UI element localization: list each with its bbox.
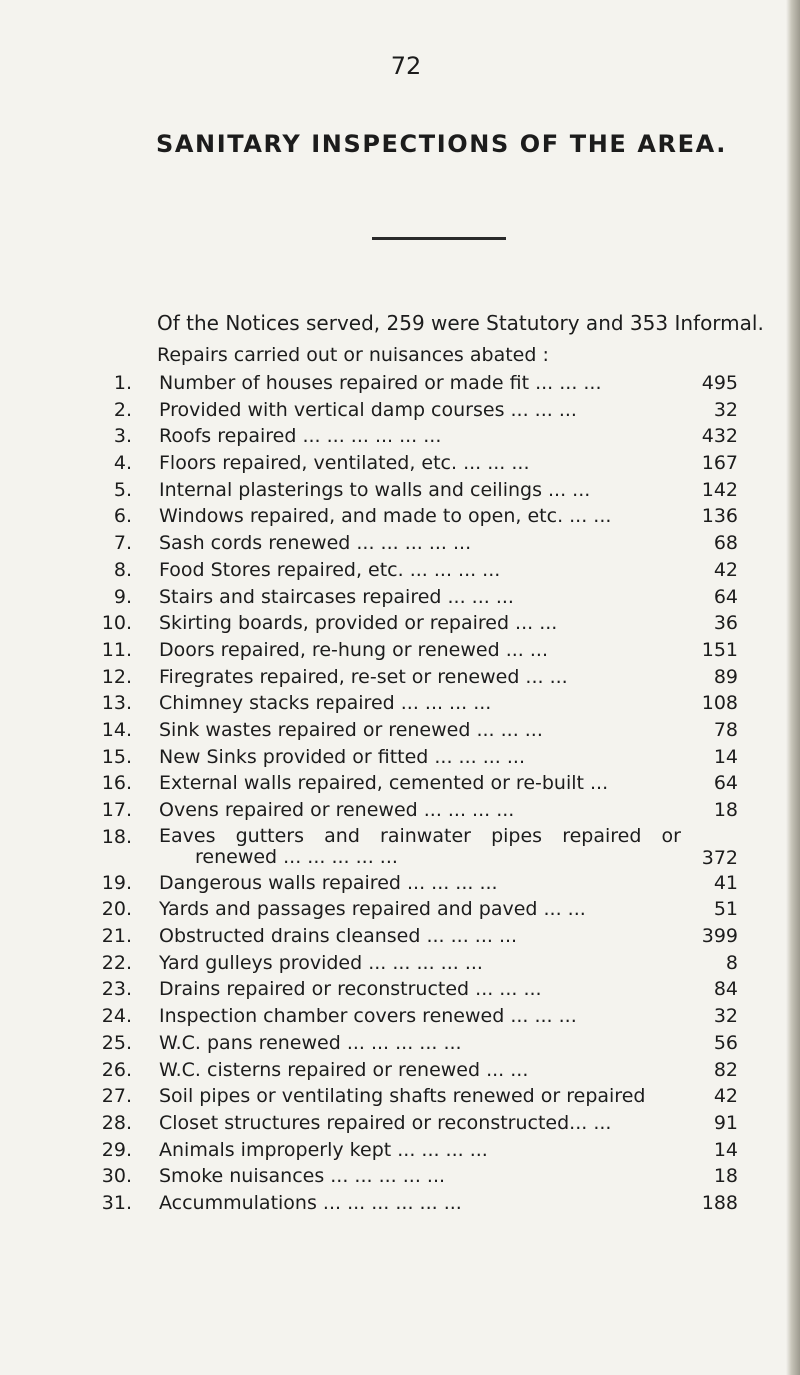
item-label	[159, 826, 681, 868]
item-value: 8	[725, 951, 738, 974]
item-number: 21.	[101, 925, 132, 948]
item-number: 25.	[101, 1031, 132, 1054]
page-number: 72	[390, 52, 422, 80]
repairs-list	[0, 372, 800, 1219]
item-number: 6.	[113, 505, 132, 528]
item-label: External walls repaired, cemented or re-built ...	[159, 772, 609, 795]
item-value: 108	[701, 692, 738, 715]
list-item	[0, 612, 800, 639]
list-item	[0, 532, 800, 559]
item-number: 5.	[113, 478, 132, 501]
item-value: 42	[713, 1085, 738, 1108]
item-number: 7.	[113, 532, 132, 555]
item-number: 29.	[101, 1138, 132, 1161]
item-number: 18.	[101, 825, 132, 848]
item-value: 56	[713, 1031, 738, 1054]
item-label: New Sinks provided or fitted ... ... ... ...	[159, 745, 525, 768]
item-number: 10.	[101, 612, 132, 635]
list-item	[0, 925, 800, 952]
item-number: 8.	[113, 558, 132, 581]
list-item	[0, 1139, 800, 1166]
item-value: 89	[713, 665, 738, 688]
item-label: Sash cords renewed ... ... ... ... ...	[159, 532, 472, 555]
item-label: Yards and passages repaired and paved ... ...	[159, 898, 586, 921]
list-item	[0, 1085, 800, 1112]
item-number: 30.	[101, 1165, 132, 1188]
item-label: Roofs repaired ... ... ... ... ... ...	[159, 425, 442, 448]
item-number: 22.	[101, 951, 132, 974]
item-value: 84	[713, 978, 738, 1001]
item-number: 12.	[101, 665, 132, 688]
item-label: Dangerous walls repaired ... ... ... ...	[159, 871, 498, 894]
item-label: Windows repaired, and made to open, etc. ... ...	[159, 505, 612, 528]
item-label: Firegrates repaired, re-set or renewed ... ...	[159, 665, 568, 688]
item-value: 42	[713, 558, 738, 581]
item-value: 142	[701, 478, 738, 501]
item-label: Food Stores repaired, etc. ... ... ... ...	[159, 558, 501, 581]
list-item	[0, 399, 800, 426]
item-number: 28.	[101, 1111, 132, 1134]
item-value: 68	[713, 532, 738, 555]
list-item	[0, 692, 800, 719]
item-label: Stairs and staircases repaired ... ... ...	[159, 585, 514, 608]
item-value: 432	[701, 425, 738, 448]
list-item	[0, 952, 800, 979]
item-value: 91	[713, 1111, 738, 1134]
list-item	[0, 1165, 800, 1192]
notices-summary: Of the Notices served, 259 were Statutory and 353 Informal.	[157, 311, 764, 335]
item-label: Provided with vertical damp courses ... ... ...	[159, 398, 577, 421]
list-item	[0, 872, 800, 899]
list-item	[0, 425, 800, 452]
item-label: Ovens repaired or renewed ... ... ... ...	[159, 799, 515, 821]
item-number: 16.	[101, 772, 132, 795]
item-label: Floors repaired, ventilated, etc. ... ... ...	[159, 452, 530, 475]
item-value: 64	[713, 585, 738, 608]
item-value: 82	[713, 1058, 738, 1081]
item-label-line1: Eaves gutters and rainwater pipes repaired or	[159, 824, 681, 847]
item-label: W.C. cisterns repaired or renewed ... ...	[159, 1058, 529, 1081]
list-item	[0, 452, 800, 479]
item-number: 15.	[101, 745, 132, 768]
item-value: 372	[701, 846, 738, 869]
item-number: 2.	[113, 398, 132, 421]
item-label: Sink wastes repaired or renewed ... ... ...	[159, 718, 543, 741]
item-number: 13.	[101, 692, 132, 715]
item-number: 4.	[113, 452, 132, 475]
list-item	[0, 1192, 800, 1219]
list-item	[0, 1112, 800, 1139]
list-item	[0, 505, 800, 532]
item-value: 14	[713, 745, 738, 768]
page-title: SANITARY INSPECTIONS OF THE AREA.	[156, 130, 727, 158]
item-label: W.C. pans renewed ... ... ... ... ...	[159, 1031, 462, 1054]
item-value: 36	[713, 612, 738, 635]
item-number: 14.	[101, 718, 132, 741]
item-label: Internal plasterings to walls and ceilings ... ...	[159, 478, 591, 501]
item-label: Animals improperly kept ... ... ... ...	[159, 1138, 488, 1161]
item-number: 11.	[101, 638, 132, 661]
title-divider	[372, 237, 506, 240]
list-item	[0, 719, 800, 746]
item-number: 26.	[101, 1058, 132, 1081]
item-number: 24.	[101, 1005, 132, 1028]
item-number: 3.	[113, 425, 132, 448]
item-label: Obstructed drains cleansed ... ... ... ...	[159, 925, 518, 948]
item-value: 18	[713, 799, 738, 821]
item-value: 32	[713, 1005, 738, 1028]
item-label: Closet structures repaired or reconstructed... ...	[159, 1111, 612, 1134]
item-value: 78	[713, 718, 738, 741]
item-label: Chimney stacks repaired ... ... ... ...	[159, 692, 492, 715]
item-number: 19.	[101, 871, 132, 894]
item-number: 9.	[113, 585, 132, 608]
list-item	[0, 639, 800, 666]
item-label: Accummulations ... ... ... ... ... ...	[159, 1191, 462, 1214]
item-label: Skirting boards, provided or repaired ... ...	[159, 612, 558, 635]
item-number: 31.	[101, 1191, 132, 1214]
item-value: 136	[701, 505, 738, 528]
item-label: Inspection chamber covers renewed ... ... ...	[159, 1005, 577, 1028]
list-item	[0, 1059, 800, 1086]
list-item	[0, 559, 800, 586]
list-item	[0, 479, 800, 506]
list-item	[0, 666, 800, 693]
repairs-heading: Repairs carried out or nuisances abated :	[157, 344, 549, 366]
item-value: 495	[701, 372, 738, 394]
list-item	[0, 978, 800, 1005]
item-value: 51	[713, 898, 738, 921]
item-label-line2: renewed ... ... ... ... ...	[195, 845, 398, 868]
list-item	[0, 898, 800, 925]
item-label: Drains repaired or reconstructed ... ... ...	[159, 978, 542, 1001]
item-number: 27.	[101, 1085, 132, 1108]
list-item	[0, 772, 800, 799]
list-item	[0, 826, 800, 872]
item-number: 17.	[101, 799, 132, 821]
item-value: 167	[701, 452, 738, 475]
item-value: 32	[713, 398, 738, 421]
list-item	[0, 799, 800, 826]
item-label: Doors repaired, re-hung or renewed ... ...	[159, 638, 548, 661]
item-value: 151	[701, 638, 738, 661]
item-value: 41	[713, 871, 738, 894]
item-number: 23.	[101, 978, 132, 1001]
list-item	[0, 1005, 800, 1032]
item-value: 188	[701, 1191, 738, 1214]
item-number: 1.	[113, 372, 132, 394]
list-item	[0, 372, 800, 399]
item-label: Yard gulleys provided ... ... ... ... ...	[159, 951, 483, 974]
item-value: 399	[701, 925, 738, 948]
item-label: Soil pipes or ventilating shafts renewed or repaired	[159, 1085, 646, 1108]
item-value: 14	[713, 1138, 738, 1161]
list-item	[0, 586, 800, 613]
item-value: 64	[713, 772, 738, 795]
item-number: 20.	[101, 898, 132, 921]
list-item	[0, 1032, 800, 1059]
item-value: 18	[713, 1165, 738, 1188]
list-item	[0, 746, 800, 773]
item-label: Smoke nuisances ... ... ... ... ...	[159, 1165, 446, 1188]
item-label: Number of houses repaired or made fit ... ... ...	[159, 372, 602, 394]
